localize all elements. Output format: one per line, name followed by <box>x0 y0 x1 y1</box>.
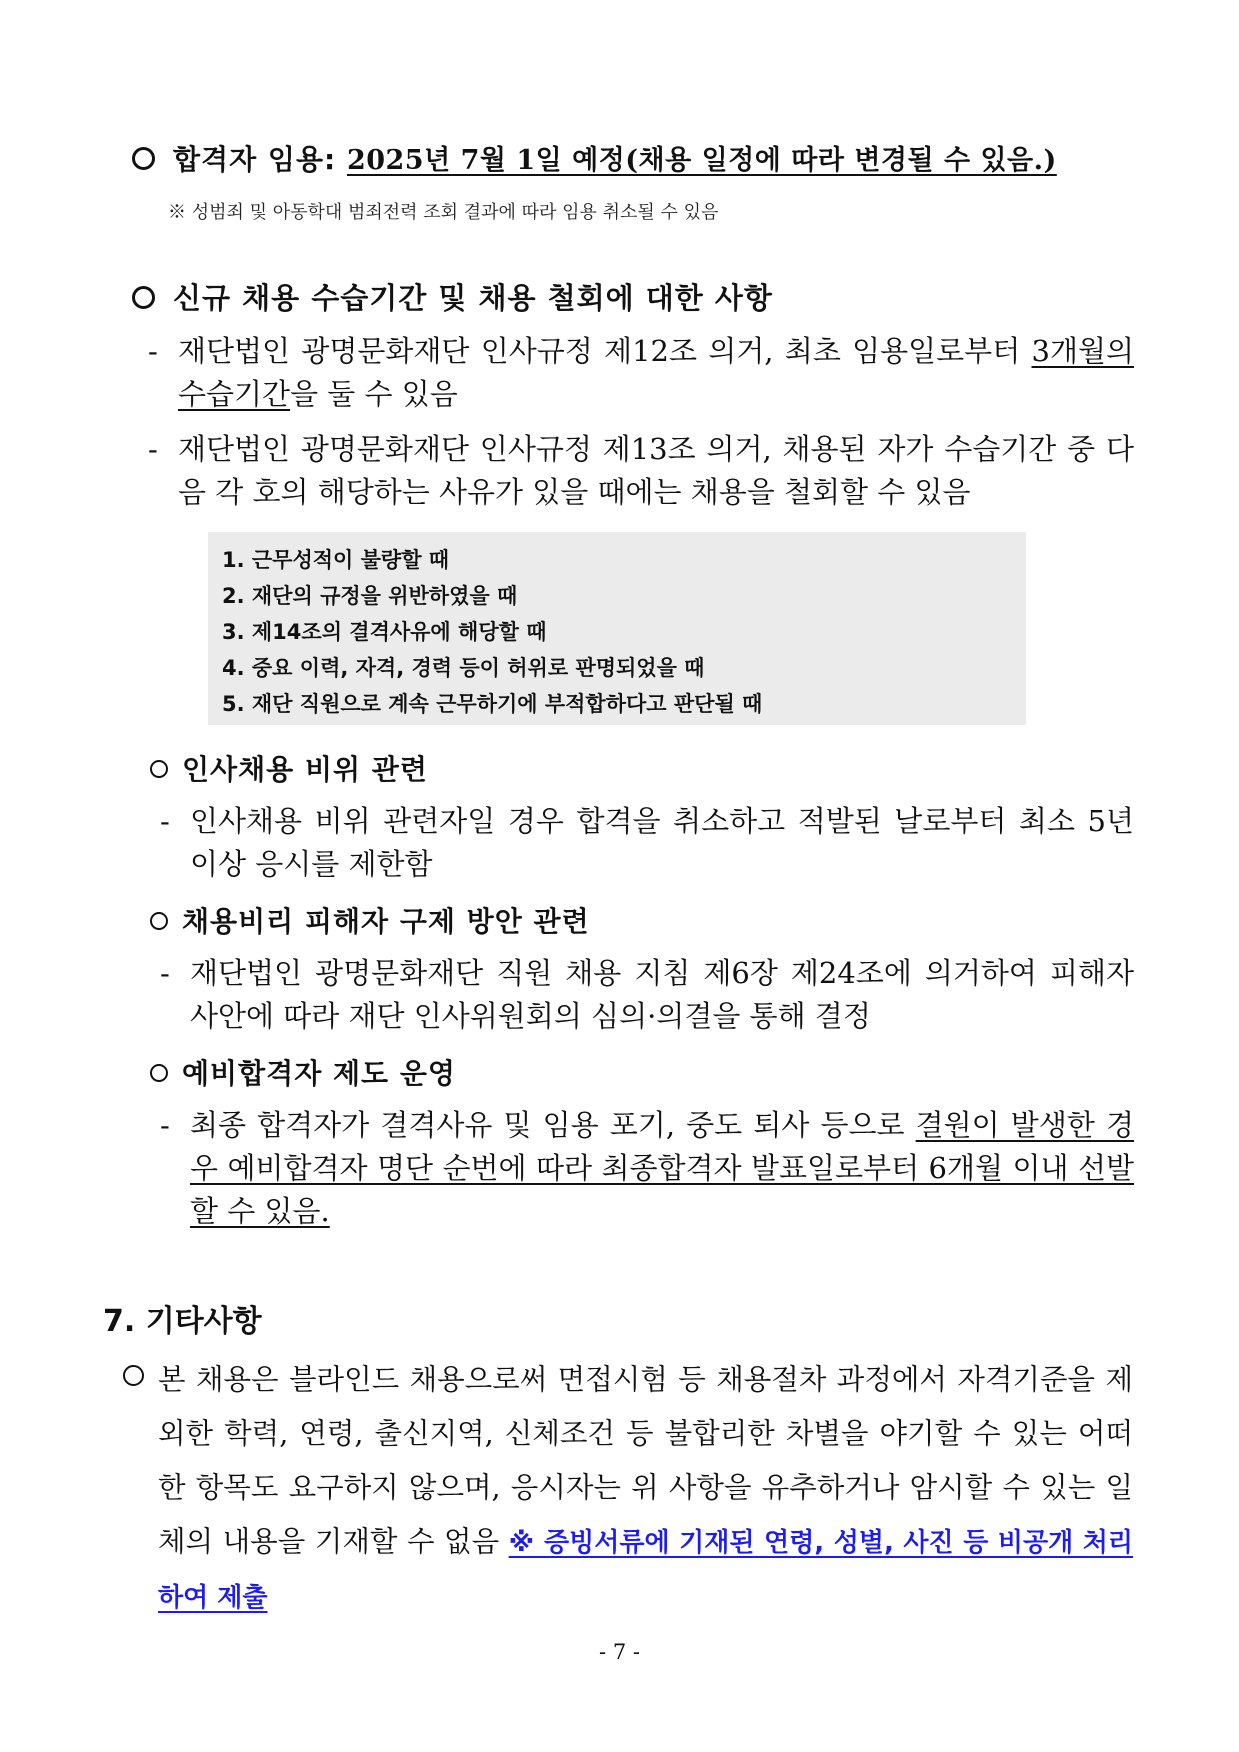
probation-title: 신규 채용 수습기간 및 채용 철회에 대한 사항 <box>173 281 773 315</box>
appointment-title: 합격자 임용: <box>173 143 337 176</box>
corruption-b1: 인사채용 비위 관련자일 경우 합격을 취소하고 적발된 날로부터 최소 5년 이상 응시를 제한함 <box>190 804 1134 881</box>
probation-b2: 재단법인 광명문화재단 인사규정 제13조 의거, 채용된 자가 수습기간 중 다음 각 호의 해당하는 사유가 있을 때에는 채용을 철회할 수 있음 <box>178 432 1134 509</box>
probation-b1-post: 을 둘 수 있음 <box>290 377 458 411</box>
probation-b1-pre: 재단법인 광명문화재단 인사규정 제12조 의거, 최초 임용일로부터 <box>178 334 1032 368</box>
appointment-detail: 2025년 7월 1일 예정(채용 일정에 따라 변경될 수 있음.) <box>346 145 1057 176</box>
circle-bullet-icon <box>150 912 168 930</box>
circle-bullet-icon <box>150 1064 168 1082</box>
probation-heading <box>132 276 773 317</box>
reserve-b1-underline: 결원이 발생한 경우 예비합격자 명단 순번에 따라 최종합격자 발표일로부터 6개월 이내 선발할 수 있음. <box>190 1108 1134 1228</box>
victim-bullet <box>160 952 1134 1038</box>
victim-title: 채용비리 피해자 구제 방안 관련 <box>182 905 590 938</box>
reserve-heading <box>150 1052 456 1092</box>
appointment-note: ※ 성범죄 및 아동학대 범죄전력 조회 결과에 따라 임용 취소될 수 있음 <box>168 202 719 223</box>
reason-item: 4. 중요 이력, 자격, 경력 등이 허위로 판명되었을 때 <box>222 656 705 680</box>
dash-marker: - <box>148 432 158 466</box>
reason-item: 5. 재단 직원으로 계속 근무하기에 부적합하다고 판단될 때 <box>222 692 763 716</box>
dash-marker: - <box>160 1108 170 1142</box>
dash-marker: - <box>160 956 170 990</box>
section-7-title: 7. 기타사항 <box>103 1304 262 1339</box>
reserve-b1-pre: 최종 합격자가 결격사유 및 임용 포기, 중도 퇴사 등으로 <box>190 1108 916 1142</box>
circle-bullet-icon <box>132 147 155 170</box>
probation-bullet-1 <box>148 330 1134 416</box>
reason-item: 3. 제14조의 결격사유에 해당할 때 <box>222 620 547 644</box>
dash-marker: - <box>160 804 170 838</box>
victim-heading <box>150 900 590 940</box>
circle-bullet-icon <box>123 1365 144 1386</box>
reason-item: 2. 재단의 규정을 위반하였을 때 <box>222 584 518 608</box>
corruption-title: 인사채용 비위 관련 <box>182 753 428 786</box>
section-7-highlight: ※ 증빙서류에 기재된 연령, 성별, 사진 등 비공개 처리하여 제출 <box>158 1528 1134 1613</box>
withdrawal-reasons-box <box>208 532 1026 725</box>
probation-bullet-2 <box>148 428 1134 514</box>
corruption-heading <box>150 748 428 788</box>
victim-b1: 재단법인 광명문화재단 직원 채용 지침 제6장 제24조에 의거하여 피해자 사안에 따라 재단 인사위원회의 심의·의결을 통해 결정 <box>190 956 1134 1033</box>
reserve-bullet <box>160 1104 1134 1234</box>
dash-marker: - <box>148 334 158 368</box>
appointment-heading <box>132 138 1057 178</box>
section-7-body: 본 채용은 블라인드 채용으로써 면접시험 등 채용절차 과정에서 자격기준을 제외한 학력, 연령, 출신지역, 신체조건 등 불합리한 차별을 야기할 수 있는 어떠한 항목도 요구하지 않으며, 응시자는 위 사항을 유추하거나 암시할 수 있는 일체의 내용을 기재할 수 없음 <box>158 1363 1133 1558</box>
corruption-bullet <box>160 800 1134 886</box>
circle-bullet-icon <box>132 286 155 309</box>
reserve-title: 예비합격자 제도 운영 <box>182 1057 456 1090</box>
reason-item: 1. 근무성적이 불량할 때 <box>222 548 450 572</box>
page-number: - 7 - <box>599 1640 640 1664</box>
circle-bullet-icon <box>150 760 168 778</box>
probation-b1-underline: 3개월의 수습기간 <box>178 334 1134 411</box>
